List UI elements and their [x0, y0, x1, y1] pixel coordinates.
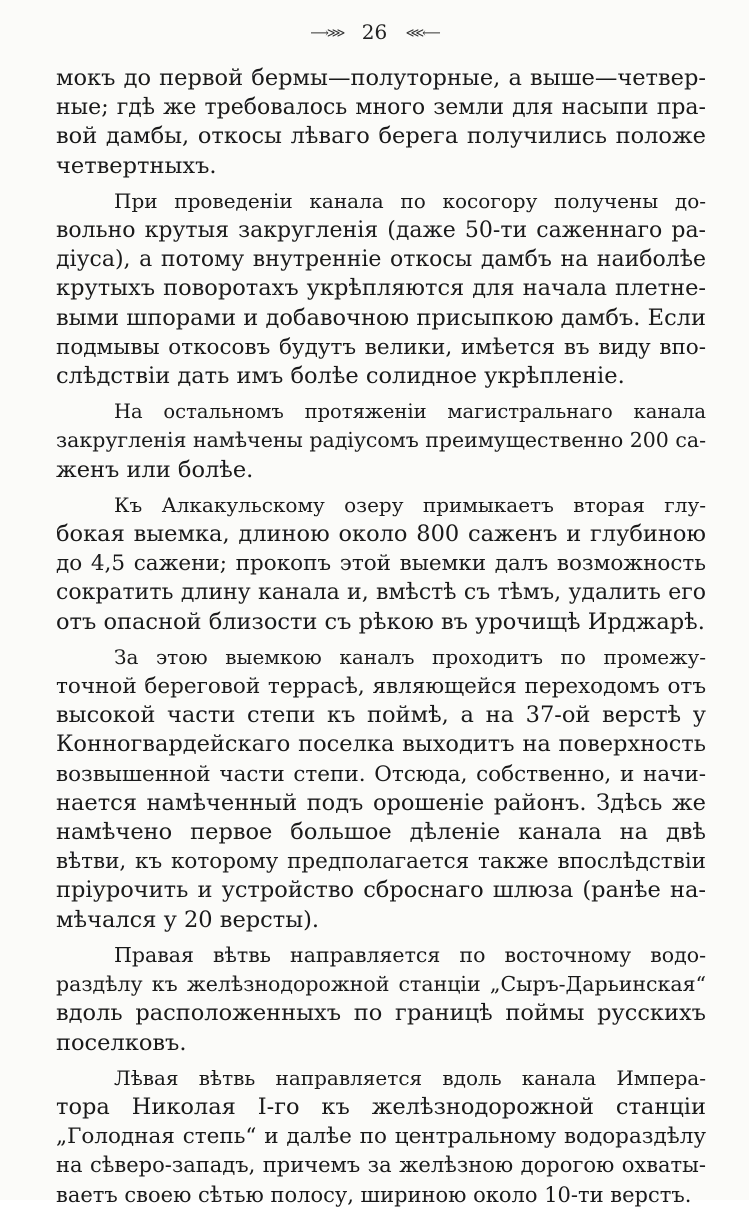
- text-line: намѣчено первое большое дѣленіе канала на двѣ: [56, 819, 706, 846]
- paragraph: [56, 491, 706, 637]
- text-line: сократить длину канала и, вмѣстѣ съ тѣмъ, удалить его: [56, 580, 706, 606]
- text-line: мѣчался у 20 версты).: [56, 906, 320, 933]
- text-line: Конногвардейскаго поселка выходитъ на поверхность: [56, 731, 706, 758]
- text-line: четвертныхъ.: [56, 152, 217, 179]
- text-line: вдоль расположенныхъ по границѣ поймы русскихъ: [56, 1000, 706, 1027]
- paragraph: [56, 187, 706, 391]
- page-number: 26: [361, 20, 388, 44]
- text-line: до 4,5 сажени; прокопъ этой выемки далъ возможность: [56, 551, 706, 577]
- paragraph: [56, 941, 706, 1058]
- text-line: ные; гдѣ же требовалось много земли для насыпи пра-: [56, 95, 706, 121]
- text-line: Къ Алкакульскому озеру примыкаетъ вторая глу-: [114, 492, 706, 517]
- text-line: крутыхъ поворотахъ укрѣпляются для начала плетне-: [56, 275, 706, 302]
- text-line: На остальномъ протяженіи магистральнаго канала: [114, 400, 706, 424]
- text-line: высокой части степи къ поймѣ, а на 37-ой верстѣ у: [56, 702, 706, 729]
- text-line: слѣдствіи дать имъ болѣе солидное укрѣпленіе.: [56, 363, 625, 390]
- paragraph: [56, 643, 706, 935]
- text-line: вой дамбы, откосы лѣваго берега получились положе: [56, 123, 706, 150]
- text-line: За этою выемкою каналъ проходитъ по промежу-: [114, 644, 706, 669]
- ornament-left-icon: ⟶⋙: [310, 26, 344, 41]
- text-line: Лѣвая вѣтвь направляется вдоль канала Импера-: [114, 1065, 706, 1090]
- text-line: вольно крутыя закругленія (даже 50-ти саженнаго ра-: [56, 218, 706, 244]
- text-line: точной береговой террасѣ, являющейся переходомъ отъ: [56, 674, 706, 700]
- text-line: мокъ до первой бермы—полуторные, а выше—четвер-: [56, 65, 706, 91]
- paragraph: [56, 397, 706, 485]
- paragraph: [56, 1064, 706, 1210]
- paragraph: [56, 64, 706, 181]
- text-line: раздѣлу къ желѣзнодорожной станціи „Сыръ-Дарьинская“: [56, 972, 706, 997]
- text-line: пріурочить и устройство сброснаго шлюза (ранѣе на-: [56, 877, 706, 904]
- text-line: нается намѣченный подъ орошеніе районъ. Здѣсь же: [56, 789, 706, 816]
- ornament-right-icon: ⋘⟵: [405, 26, 439, 41]
- text-line: При проведеніи канала по косогору получены до-: [114, 188, 706, 213]
- text-line: ваетъ своею сѣтью полосу, шириною около 10-ти верстъ.: [56, 1182, 692, 1207]
- text-line: возвышенной части степи. Отсюда, собственно, и начи-: [56, 761, 706, 787]
- text-line: вѣтви, къ которому предполагается также впослѣдствіи: [56, 849, 706, 875]
- text-line: подмывы откосовъ будутъ велики, имѣется въ виду впо-: [56, 334, 706, 360]
- text-line: Правая вѣтвь направляется по восточному водо-: [114, 942, 706, 967]
- text-line: женъ или болѣе.: [56, 456, 254, 483]
- text-line: бокая выемка, длиною около 800 саженъ и глубиною: [56, 521, 706, 548]
- text-line: на сѣверо-западъ, причемъ за желѣзною дорогою охваты-: [56, 1153, 706, 1178]
- text-line: отъ опасной близости съ рѣкою въ урочищѣ Ирджарѣ.: [56, 608, 705, 635]
- text-line: выми шпорами и добавочною присыпкою дамбъ. Если: [56, 304, 706, 331]
- text-line: поселковъ.: [56, 1029, 187, 1056]
- text-line: закругленія намѣчены радіусомъ преимущественно 200 са-: [56, 428, 706, 453]
- text-line: „Голодная степь“ и далѣе по центральному водораздѣлу: [56, 1124, 706, 1150]
- page-header: [0, 20, 749, 46]
- body-text: [56, 64, 706, 1216]
- text-line: діуса), а потому внутренніе откосы дамбъ на наиболѣе: [56, 247, 706, 273]
- text-line: тора Николая I-го къ желѣзнодорожной станціи: [56, 1093, 706, 1120]
